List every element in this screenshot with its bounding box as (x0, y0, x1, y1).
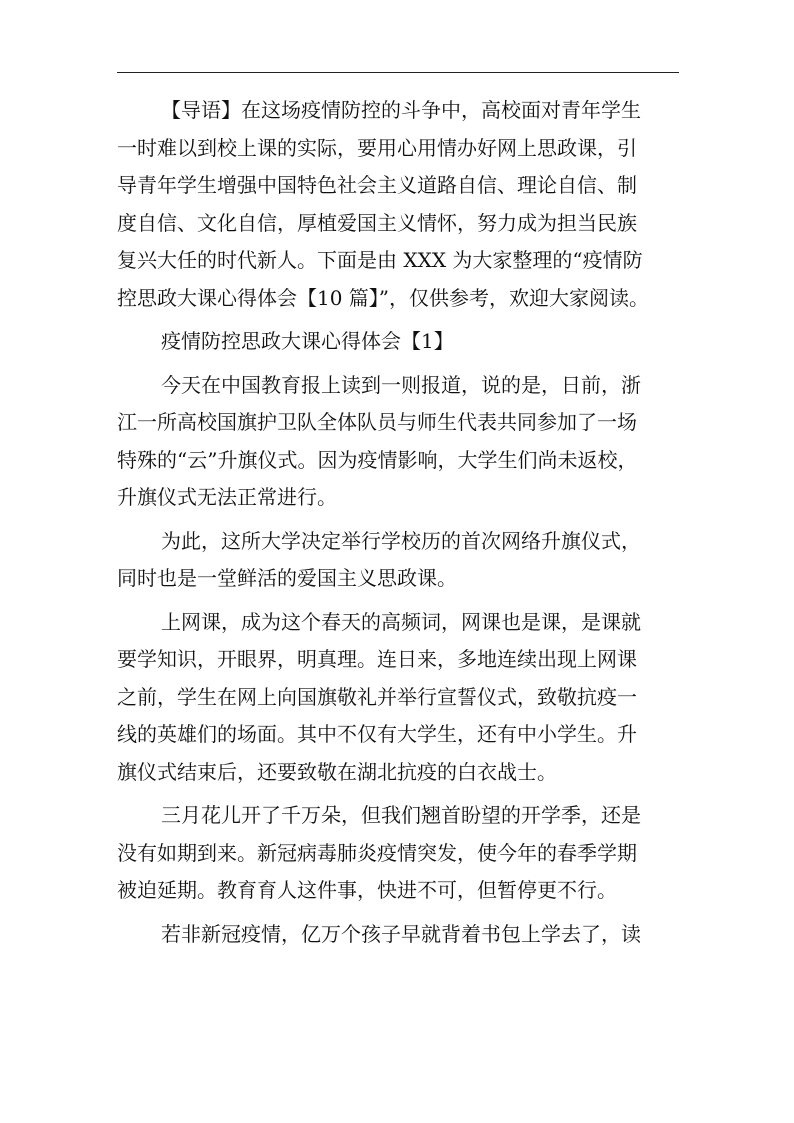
text-line: 复兴大任的时代新人。下面是由 XXX 为大家整理的“疫情防 (117, 248, 643, 272)
body-paragraph-4 (117, 797, 679, 910)
text-line: 要学知识，开眼界，明真理。连日来，多地连续出现上网课 (117, 647, 637, 671)
text-line: 度自信、文化自信，厚植爱国主义情怀，努力成为担当民族 (117, 210, 637, 235)
text-line: 没有如期到来。新冠病毒肺炎疫情突发，使今年的春季学期 (117, 840, 637, 865)
text-line: 同时也是一堂鲜活的爱国主义思政课。 (117, 566, 457, 590)
text-line: 旗仪式结束后，还要致敬在湖北抗疫的白衣战士。 (117, 759, 557, 784)
text-line: 江一所高校国旗护卫队全体队员与师生代表共同参加了一场 (117, 410, 637, 434)
body-paragraph-3 (117, 604, 679, 792)
text-line: 控思政大课心得体会【10 篇】”，仅供参考，欢迎大家阅读。 (117, 285, 650, 310)
body-paragraph-5 (117, 916, 679, 954)
text-line: 为此，这所大学决定举行学校历的首次网络升旗仪式， (161, 528, 641, 553)
document-body (117, 92, 679, 959)
body-paragraph-2 (117, 523, 679, 598)
text-line: 特殊的“云”升旗仪式。因为疫情影响，大学生们尚未返校， (117, 447, 638, 472)
section-heading (117, 323, 679, 361)
text-line: 之前，学生在网上向国旗敬礼并举行宣誓仪式，致敬抗疫一 (117, 684, 637, 709)
text-line: 上网课，成为这个春天的高频词，网课也是课，是课就 (161, 609, 641, 634)
text-line: 今天在中国教育报上读到一则报道，说的是，日前，浙 (161, 372, 641, 397)
text-line: 【导语】在这场疫情防控的斗争中，高校面对青年学生 (161, 98, 641, 122)
text-line: 被迫延期。教育育人这件事，快进不可，但暂停更不行。 (117, 878, 617, 902)
text-line: 三月花儿开了千万朵，但我们翘首盼望的开学季，还是 (161, 803, 641, 827)
heading-text: 疫情防控思政大课心得体会【1】 (161, 329, 454, 353)
text-line: 若非新冠疫情，亿万个孩子早就背着书包上学去了，读 (161, 921, 641, 946)
text-line: 导青年学生增强中国特色社会主义道路自信、理论自信、制 (117, 173, 637, 197)
header-rule (117, 72, 679, 73)
body-paragraph-1 (117, 367, 679, 517)
text-line: 升旗仪式无法正常进行。 (117, 485, 337, 509)
text-line: 线的英雄们的场面。其中不仅有大学生，还有中小学生。升 (117, 722, 637, 746)
text-line: 一时难以到校上课的实际，要用心用情办好网上思政课，引 (117, 135, 637, 160)
intro-paragraph (117, 92, 679, 317)
